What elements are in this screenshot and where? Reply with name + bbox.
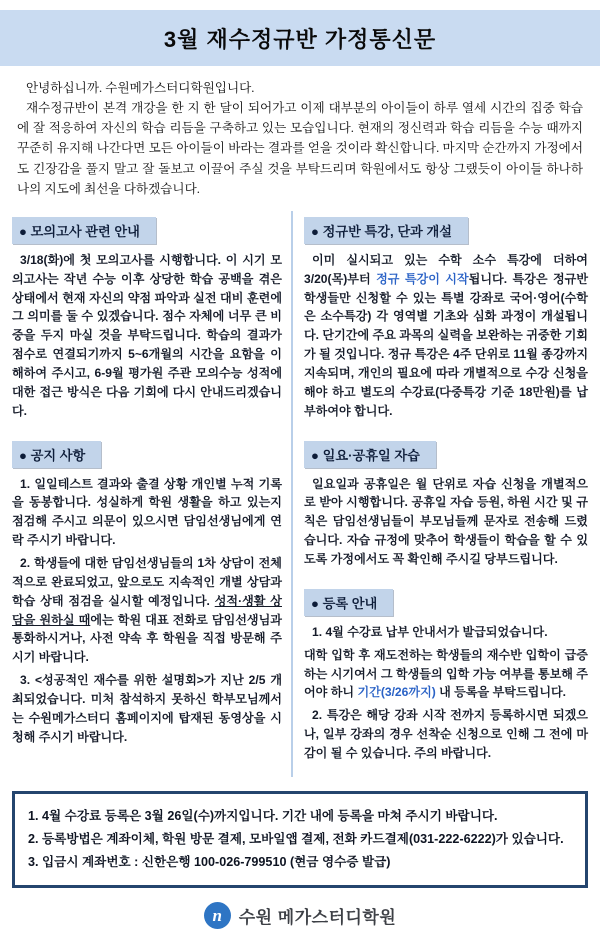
notice-item-3: 3. <성공적인 재수를 위한 설명회>가 지난 2/5 개최되었습니다. 미처 참석하지 못하신 학부모님께서는 수원메가스터디 홈페이지에 탑재된 동영상을 시청해 주시기 바랍니다. <box>12 673 282 744</box>
section-heading-special-lecture: ● 정규반 특강, 단과 개설 <box>304 217 468 244</box>
registration-item-1-line1: 1. 4월 수강료 납부 안내서가 발급되었습니다. <box>312 624 548 639</box>
notice-item-1: 1. 일일테스트 결과와 출결 상황 개인별 누적 기록을 동봉합니다. 성실하게 학원 생활을 하고 있는지 점검해 주시고 의문이 있으시면 담임선생님에게 연락 주시기 바랍니다. <box>12 476 282 548</box>
section-body-notices <box>12 475 282 747</box>
registration-item-1-pre: 대학 입학 후 재도전하는 학생들의 재수반 입학이 급증하는 시기여서 그 학생들의 입학 가능 여부를 통보해 주어야 하니 <box>304 647 588 700</box>
registration-item-2: 2. 특강은 해당 강좌 시작 전까지 등록하시면 되겠으나, 일부 강좌의 경우 선착순 신청으로 인해 그 전에 마감이 될 수 있습니다. 주의 바랍니다. <box>304 708 588 761</box>
notice-item-2-underlined: 성적·생활 상담을 원하실 때 <box>12 593 282 627</box>
two-column-area <box>0 203 600 777</box>
payment-notice-box <box>12 791 588 888</box>
intro-paragraph <box>0 66 600 203</box>
self-study-text: 일요일과 공휴일은 월 단위로 자습 신청을 개별적으로 받아 시행합니다. 공휴일 자습 등원, 하원 시간 및 규칙은 담임선생님들이 부모님들께 문자로 전송해 드렸습니다. 자습 규정에 맞추어 학생들이 학습을 할 수 있도록 가정에서도 꼭 확인해 주시길 당부드립니다. <box>304 476 588 567</box>
section-heading-notices: ● 공지 사항 <box>12 441 101 468</box>
payment-notice-line-2: 2. 등록방법은 계좌이체, 학원 방문 결제, 모바일앱 결제, 전화 카드결제(031-222-6222)가 있습니다. <box>28 832 564 847</box>
special-lecture-text <box>304 251 588 421</box>
page-title: 3월 재수정규반 가정통신문 <box>163 27 437 52</box>
registration-item-1-post: 내 등록을 부탁드립니다. <box>435 685 567 700</box>
payment-notice-line-1: 1. 4월 수강료 등록은 3월 26일(수)까지입니다. 기간 내에 등록을 마쳐 주시기 바랍니다. <box>28 808 498 823</box>
registration-item-1-highlight: 기간(3/26까지) <box>357 685 436 700</box>
registration-item-1-line2 <box>304 646 588 703</box>
notice-item-2 <box>12 554 282 667</box>
title-banner <box>0 10 600 66</box>
special-lecture-highlight: 정규 특강이 시작 <box>376 271 469 286</box>
section-heading-self-study: ● 일요·공휴일 자습 <box>304 441 436 468</box>
left-column <box>12 211 293 777</box>
section-body-registration <box>304 623 588 763</box>
section-heading-registration: ● 등록 안내 <box>304 589 393 616</box>
payment-notice-line-3: 3. 입금시 계좌번호 : 신한은행 100-026-799510 (현금 영수증 발급) <box>28 855 391 870</box>
special-lecture-post: 됩니다. 특강은 정규반 학생들만 신청할 수 있는 특별 강좌로 국어·영어(수학은 소수특강) 각 영역별 기초와 심화 과정이 개설됩니다. 단기간에 주요 과목의 실력을 보완하는 귀중한 기회가 될 것입니다. 정규 특강은 4주 단위로 11월 종강까지 지속되며, 개인의 필요에 따라 개별적으로 수강 신청을 해야 하고 별도의 수강료(다중특강 기준 18만원)를 납부하여야 합니다. <box>304 271 588 418</box>
newsletter-page <box>0 10 600 927</box>
section-heading-mock-exam: ● 모의고사 관련 안내 <box>12 217 156 244</box>
notice-item-2-pre: 2. 학생들에 대한 담임선생님들의 1차 상담이 전체적으로 완료되었고, 앞으로도 지속적인 개별 상담과 학습 상태 점검을 실시할 예정입니다. <box>12 556 282 608</box>
notice-item-2-post: 에는 학원 대표 전화로 담임선생님과 통화하시거나, 사전 약속 후 학원을 직접 방문해 주시기 바랍니다. <box>12 612 282 665</box>
section-body-self-study <box>304 475 588 569</box>
section-body-mock-exam <box>12 251 282 421</box>
intro-greeting: 안녕하십니까. 수원메가스터디학원입니다. <box>26 81 255 95</box>
megastudy-logo-icon: n <box>204 902 231 929</box>
mock-exam-text: 3/18(화)에 첫 모의고사를 시행합니다. 이 시기 모의고사는 작년 수능 이후 상당한 학습 공백을 겪은 상태에서 현재 자신의 약점 파악과 실전 대비 훈련에 그 의미를 둘 수 있겠습니다. 점수 자체에 너무 큰 비중을 두지 마실 것을 부탁드립니다. 학습의 결과가 점수로 연결되기까지 5~6개월의 시간을 요함을 이해하여 주시고, 6-9월 평가원 주관 모의수능 성적에 대한 접근 방식은 다음 기회에 다시 안내드리겠습니다. <box>12 252 282 418</box>
right-column <box>293 211 588 777</box>
intro-body: 재수정규반이 본격 개강을 한 지 한 달이 되어가고 이제 대부분의 아이들이 하루 열세 시간의 집중 학습에 잘 적응하여 자신의 학습 리듬을 구축하고 있는 모습입니다. 현재의 정신력과 학습 리듬을 수능 때까지 꾸준히 유지해 나간다면 모든 아이들이 바라는 결과를 얻을 것이라 확신합니다. 마지막 순간까지 가정에서도 긴장감을 풀지 말고 잘 돌보고 이끌어 주실 것을 부탁드리며 학원에서도 항상 그랬듯이 아이들 하나하나의 지도에 최선을 다하겠습니다. <box>17 101 583 196</box>
special-lecture-pre: 이미 실시되고 있는 수학 소수 특강에 더하여 3/20(목)부터 <box>304 252 588 286</box>
section-body-special-lecture <box>304 251 588 421</box>
academy-name: 수원 메가스터디학원 <box>238 907 397 927</box>
footer <box>0 902 600 929</box>
